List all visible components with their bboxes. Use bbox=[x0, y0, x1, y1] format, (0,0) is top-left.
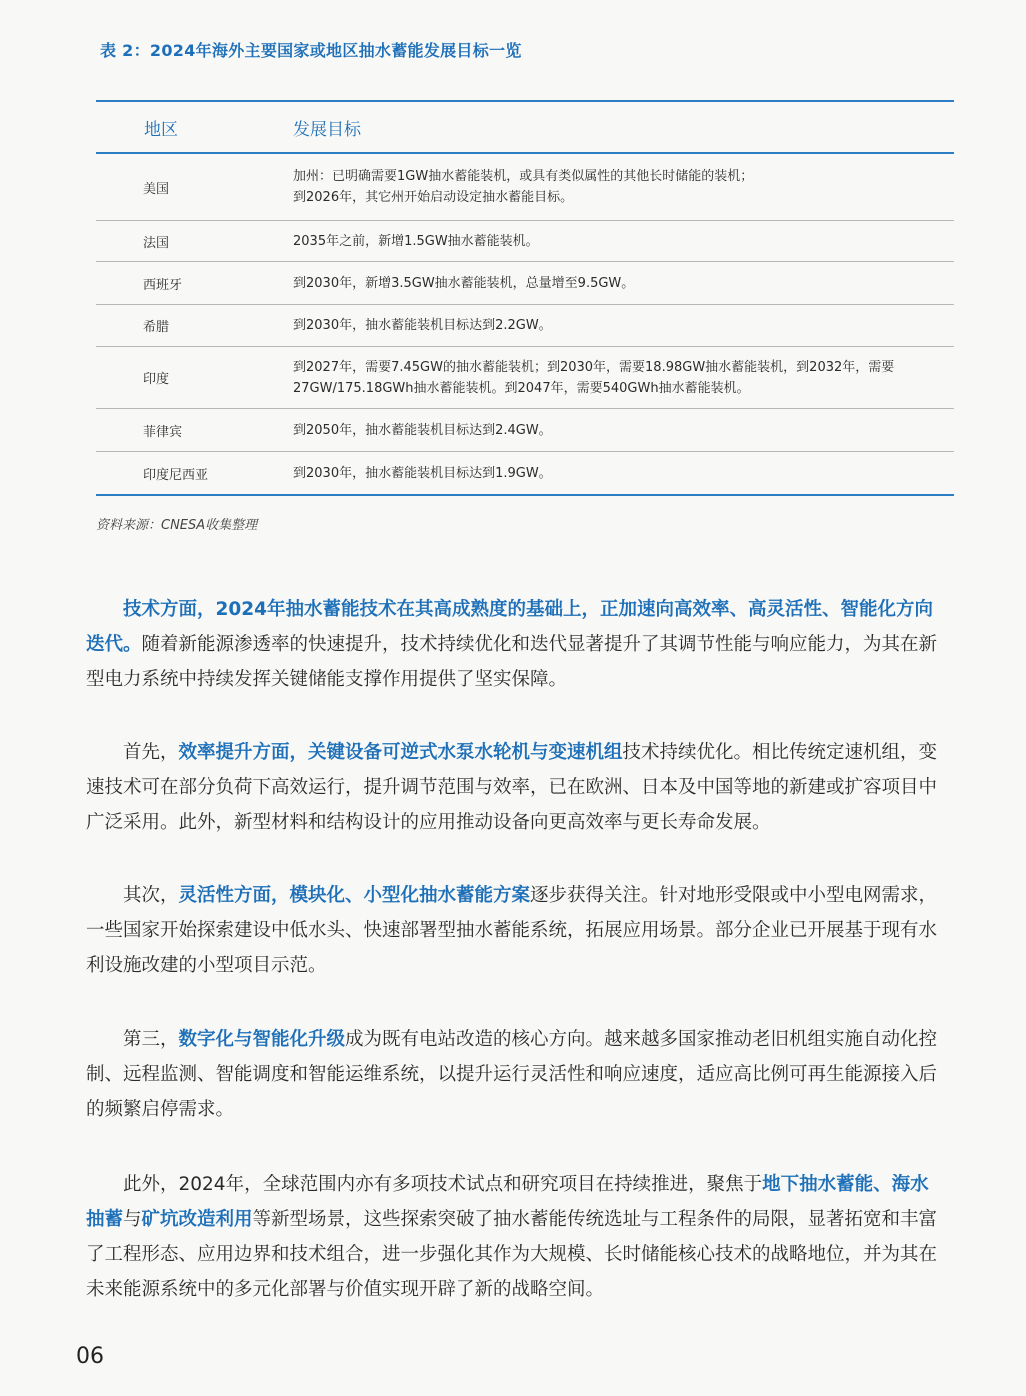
row-region: 菲律宾 bbox=[143, 424, 183, 440]
highlight-text: 灵活性方面，模块化、小型化抽水蓄能方案 bbox=[178, 885, 531, 906]
table-row bbox=[96, 347, 954, 409]
goal-line: 2035年之前，新增1.5GW抽水蓄能装机。 bbox=[293, 233, 539, 249]
highlight-text: 效率提升方面，关键设备可逆式水泵水轮机与变速机组 bbox=[178, 742, 623, 763]
table-row bbox=[96, 452, 954, 494]
row-goal bbox=[293, 420, 954, 441]
table-row bbox=[96, 409, 954, 452]
table-row bbox=[96, 262, 954, 305]
page-number: 06 bbox=[76, 1344, 104, 1369]
header-goal: 发展目标 bbox=[293, 119, 361, 140]
goal-line: 27GW/175.18GWh抽水蓄能装机。到2047年，需要540GWh抽水蓄能装机。 bbox=[293, 380, 750, 396]
table-header bbox=[96, 102, 954, 152]
row-region: 美国 bbox=[143, 181, 170, 197]
paragraph-digitalization bbox=[86, 1022, 946, 1127]
row-goal bbox=[293, 231, 954, 252]
body-text: 技术持续优化。相比传统定速机组，变速技术可在部分负荷下高效运行，提升调节范围与效率，已在欧洲、日本及中国等地的新建或扩容项目中广泛采用。此外，新型材料和结构设计的应用推动设备向更高效率与更长寿命发展。 bbox=[86, 742, 938, 833]
body-text: 其次， bbox=[123, 885, 179, 906]
body-text: 随着新能源渗透率的快速提升，技术持续优化和迭代显著提升了其调节性能与响应能力，为其在新型电力系统中持续发挥关键储能支撑作用提供了坚实保障。 bbox=[86, 634, 938, 690]
row-goal bbox=[293, 357, 954, 399]
body-text: 逐步获得关注。针对地形受限或中小型电网需求，一些国家开始探索建设中低水头、快速部署型抽水蓄能系统，拓展应用场景。部分企业已开展基于现有水利设施改建的小型项目示范。 bbox=[86, 885, 938, 976]
body-text: 此外，2024年，全球范围内亦有多项技术试点和研究项目在持续推进，聚焦于 bbox=[123, 1174, 763, 1195]
body-text: 第三， bbox=[123, 1029, 179, 1050]
highlight-text: 技术方面，2024年抽水蓄能技术在其高成熟度的基础上，正加速向高效率、高灵活性、智能化方向迭代。 bbox=[86, 599, 933, 655]
row-goal bbox=[293, 315, 954, 336]
paragraph-technology bbox=[86, 592, 946, 697]
table-source: 资料来源：CNESA收集整理 bbox=[96, 518, 258, 533]
paragraph-new-scenarios bbox=[86, 1167, 946, 1307]
row-region: 西班牙 bbox=[143, 277, 183, 293]
table-row bbox=[96, 305, 954, 347]
row-goal bbox=[293, 463, 954, 484]
body-text: 与 bbox=[123, 1209, 142, 1230]
goal-line: 到2030年，抽水蓄能装机目标达到1.9GW。 bbox=[293, 465, 552, 481]
goal-line: 到2050年，抽水蓄能装机目标达到2.4GW。 bbox=[293, 422, 552, 438]
goal-line: 到2027年，需要7.45GW的抽水蓄能装机；到2030年，需要18.98GW抽水蓄能装机，到2032年，需要 bbox=[293, 359, 895, 375]
body-text: 首先， bbox=[123, 742, 179, 763]
row-region: 法国 bbox=[143, 235, 170, 251]
goal-line: 加州：已明确需要1GW抽水蓄能装机，或具有类似属性的其他长时储能的装机； bbox=[293, 169, 754, 184]
row-region: 希腊 bbox=[143, 320, 170, 335]
row-region: 印度尼西亚 bbox=[143, 467, 209, 483]
body-text: 等新型场景，这些探索突破了抽水蓄能传统选址与工程条件的局限，显著拓宽和丰富了工程形态、应用边界和技术组合，进一步强化其作为大规模、长时储能核心技术的战略地位，并为其在未来能源系统中的多元化部署与价值实现开辟了新的战略空间。 bbox=[86, 1209, 938, 1300]
table-bottom-rule bbox=[96, 494, 954, 496]
row-goal bbox=[293, 166, 954, 208]
table-row bbox=[96, 154, 954, 221]
highlight-text: 数字化与智能化升级 bbox=[178, 1029, 346, 1050]
table-caption: 表 2：2024年海外主要国家或地区抽水蓄能发展目标一览 bbox=[100, 41, 522, 60]
paragraph-efficiency bbox=[86, 735, 946, 840]
paragraph-flexibility bbox=[86, 878, 946, 983]
highlight-text: 地下抽水蓄能、海水抽蓄 bbox=[86, 1174, 929, 1230]
highlight-text: 矿坑改造利用 bbox=[141, 1209, 253, 1230]
row-region: 印度 bbox=[143, 372, 170, 387]
header-region: 地区 bbox=[144, 119, 178, 140]
goal-line: 到2030年，新增3.5GW抽水蓄能装机，总量增至9.5GW。 bbox=[293, 275, 635, 291]
targets-table bbox=[96, 100, 954, 496]
table-row bbox=[96, 221, 954, 262]
row-goal bbox=[293, 273, 954, 294]
goal-line: 到2030年，抽水蓄能装机目标达到2.2GW。 bbox=[293, 318, 552, 333]
body-text: 成为既有电站改造的核心方向。越来越多国家推动老旧机组实施自动化控制、远程监测、智能调度和智能运维系统，以提升运行灵活性和响应速度，适应高比例可再生能源接入后的频繁启停需求。 bbox=[86, 1029, 938, 1120]
goal-line: 到2026年，其它州开始启动设定抽水蓄能目标。 bbox=[293, 190, 574, 205]
